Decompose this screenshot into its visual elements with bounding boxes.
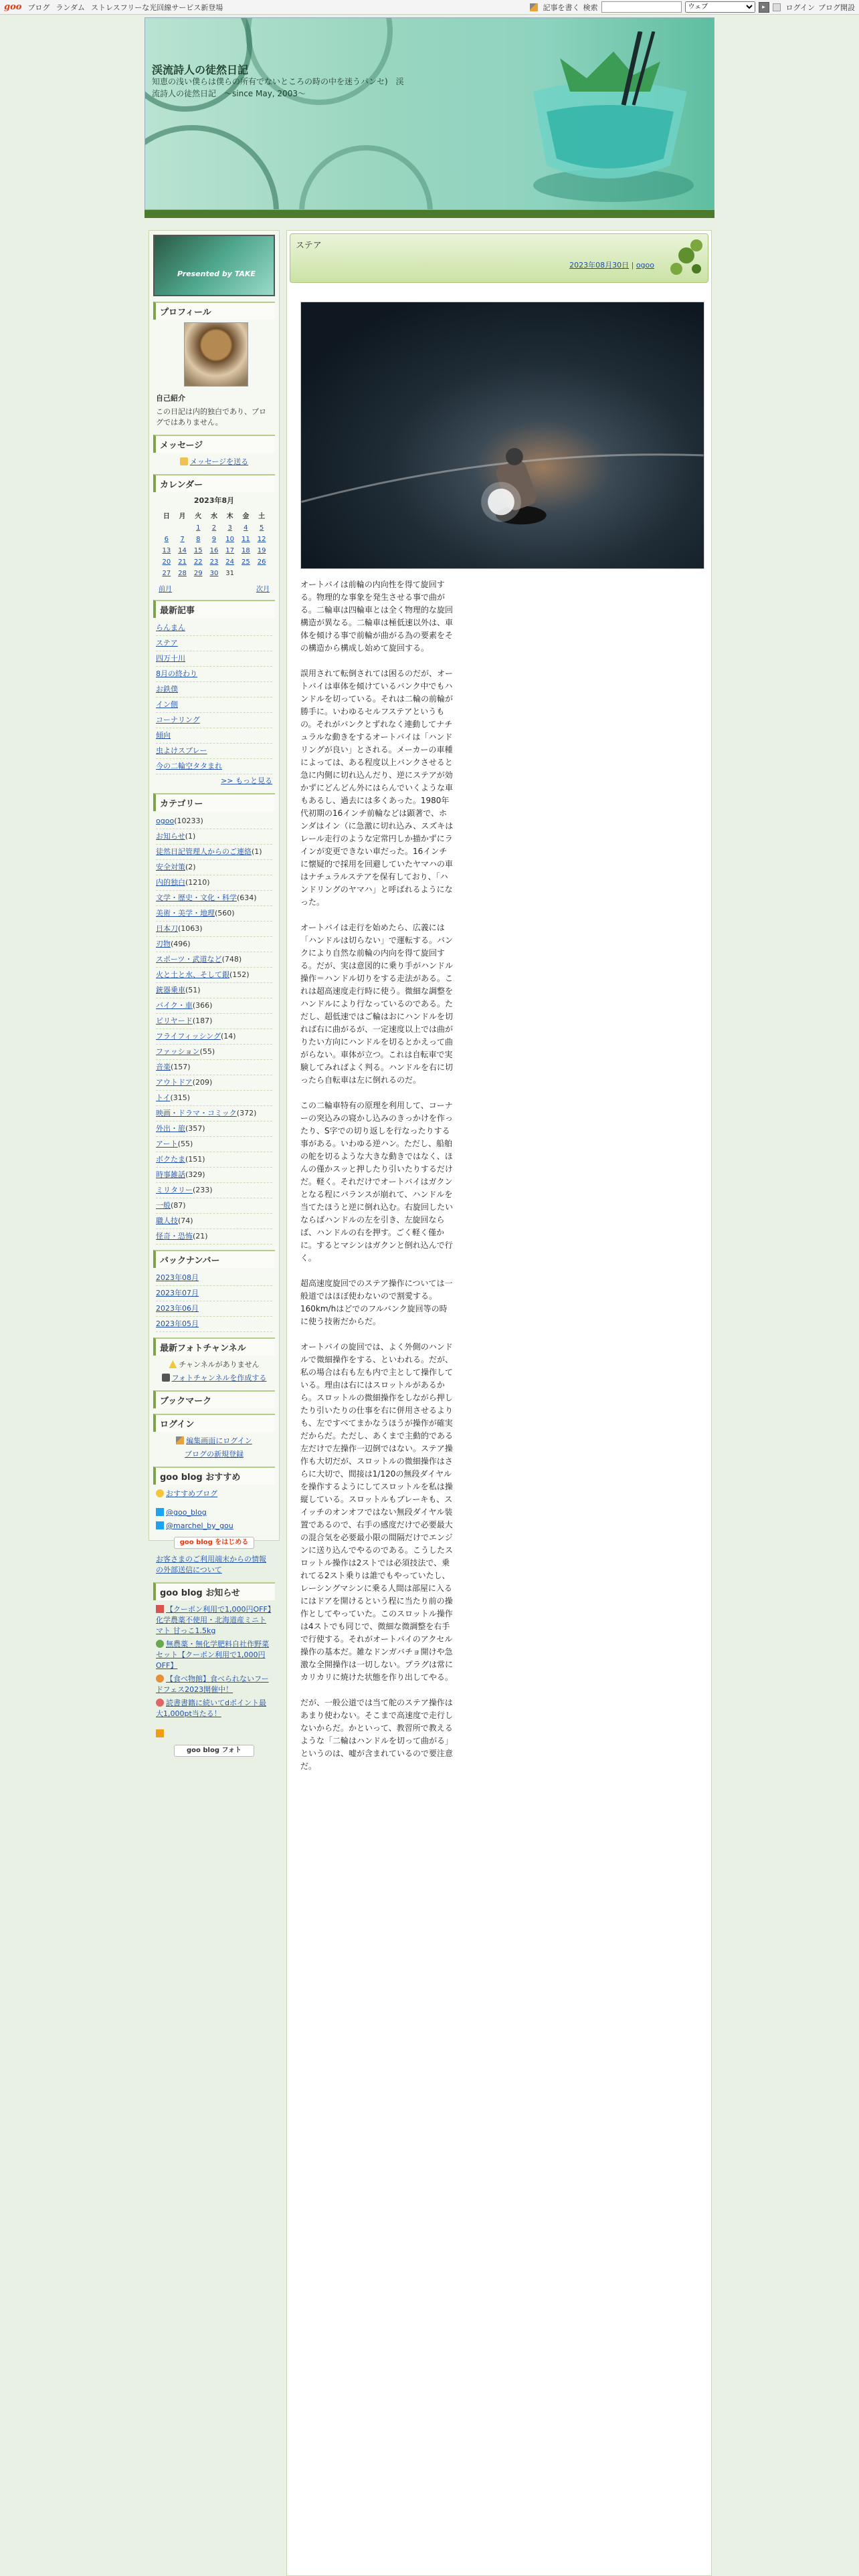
category-count: (329): [185, 1170, 205, 1179]
list-item: [156, 1317, 272, 1332]
main-content: [286, 230, 712, 2576]
weekday-mon: 月: [179, 513, 186, 520]
category-link[interactable]: ミリタリー: [156, 1186, 193, 1194]
entry-title: ステア: [296, 241, 322, 251]
login-icon: [773, 3, 781, 11]
list-item: [156, 983, 272, 998]
category-link[interactable]: アウトドア: [156, 1078, 193, 1087]
list-item: [156, 937, 272, 952]
category-link[interactable]: 内的独白: [156, 878, 185, 887]
cal-day[interactable]: 19: [257, 547, 266, 554]
warning-icon: [169, 1360, 177, 1368]
weekday-wed: 水: [210, 513, 217, 520]
category-link[interactable]: ボクたま: [156, 1155, 185, 1164]
list-item: [156, 845, 272, 860]
calendar-month: 2023年8月: [193, 496, 235, 505]
pencil-icon: [530, 3, 538, 11]
category-link[interactable]: フライフィッシング: [156, 1032, 221, 1041]
cal-day[interactable]: 24: [225, 558, 235, 566]
category-count: (209): [192, 1078, 213, 1087]
notice-link[interactable]: 読書書籍に続いてdポイント最大1,000pt当たる！: [156, 1699, 266, 1718]
recent-link[interactable]: イン側: [156, 700, 178, 709]
lace-ornament-bottom: [145, 125, 279, 210]
recent-more-link[interactable]: >> もっと見る: [221, 776, 272, 785]
entry-photo-motorcycle[interactable]: [300, 302, 704, 569]
list-item: [156, 906, 272, 922]
category-link[interactable]: アート: [156, 1140, 178, 1148]
cal-day: [254, 568, 270, 579]
category-count: (55): [177, 1140, 193, 1148]
list-item: [156, 697, 272, 713]
category-count: (560): [215, 909, 235, 918]
cal-day[interactable]: 28: [178, 570, 187, 577]
list-item: [156, 744, 272, 759]
cal-day[interactable]: 11: [242, 536, 250, 543]
list-item: [156, 1137, 272, 1152]
category-link[interactable]: 火と土と水、そして銀: [156, 970, 229, 979]
category-link[interactable]: ビリヤード: [156, 1016, 193, 1025]
list-item: [156, 1075, 272, 1091]
cal-day: [159, 522, 175, 534]
category-count: (1210): [185, 878, 210, 887]
cal-day[interactable]: 6: [164, 536, 169, 543]
cal-day[interactable]: 2: [211, 524, 217, 532]
list-item: [156, 1121, 272, 1137]
weekday-sat: 土: [258, 513, 266, 520]
list-item: [156, 636, 272, 651]
list-item: [156, 1106, 272, 1121]
list-item: [156, 759, 272, 774]
cal-day[interactable]: 5: [259, 524, 264, 532]
recent-heading: 最新記事: [153, 600, 275, 618]
recommend-blog-link[interactable]: おすすめブログ: [166, 1489, 218, 1498]
cal-day[interactable]: 18: [242, 547, 250, 554]
category-count: (634): [237, 893, 257, 902]
cal-day[interactable]: 20: [162, 558, 171, 566]
profile-heading: プロフィール: [153, 302, 275, 320]
entry-paragraph: 誤用されて転倒されては困るのだが、オートバイは車体を傾けているバンク中でもハンドルを切っている。それは二輪の前輪が勝手に。いわゆるセルフステアというもの。それがバンクとずれなく連動してナチュラルな動きをするオートバイは「ハンドリングが良い」とされる。メーカーの車種によっては、ある程度以上バンクさせると急に内側に切れ込んだり、逆にステアが効かずにどんどん外にはらんでいくような車もあるし、過去には多くあった。1980年代初期の16インチ前輪などは顕著で、ホンダはイン（に急激に切れ込み、スズキはレール走行のような定常円しか描かずにラインが変更できない車だった。16インチに懐疑的で採用を回避していたヤマハの車はナチュラルステアを保有しており、「ハンドリングのヤマハ」と呼ばれるようになった。: [300, 669, 454, 907]
category-link[interactable]: バイク・車: [156, 1001, 193, 1010]
cal-day[interactable]: 12: [257, 536, 266, 543]
category-link[interactable]: 一般: [156, 1201, 171, 1210]
recent-link[interactable]: 虫よけスプレー: [156, 746, 207, 755]
bulb-icon: [156, 1489, 164, 1497]
cal-day[interactable]: 8: [196, 536, 201, 543]
category-link[interactable]: 文学・歴史・文化・科学: [156, 893, 237, 902]
list-item: [156, 667, 272, 682]
note-icon: [156, 1699, 164, 1707]
category-count: (357): [185, 1124, 205, 1133]
category-link[interactable]: 映画・ドラマ・コミック: [156, 1109, 237, 1117]
blog-description: 知恵の浅い僕らは僕らの所有でないところの時の中を迷うパンセ) 渓流詩人の徒然日記 〜since May, 2003〜: [152, 77, 404, 98]
external-send-info-link[interactable]: お客さまのご利用端末からの情報の外部送信について: [156, 1555, 266, 1574]
backnumber-link[interactable]: 2023年05月: [156, 1319, 199, 1328]
cal-day[interactable]: 29: [193, 570, 203, 577]
backnumber-link[interactable]: 2023年06月: [156, 1304, 199, 1313]
entry-paragraph: オートバイは前輪の内向性を得て旋回する。物理的な事象を発生させる事で曲がる。二輪車は四輪車とは全く物理的な旋回構造が異なる。二輪車は極低速以外は、車体を傾ける事で前輪が曲がる為の要素をその構造から構成し始めて旋回する。: [300, 580, 454, 653]
category-count: (315): [170, 1093, 191, 1102]
lace-ornament-bottom2: [299, 145, 433, 210]
gift-icon: [156, 1605, 164, 1613]
calendar-table: [159, 508, 270, 579]
weekday-fri: 金: [242, 513, 250, 520]
cal-day[interactable]: 22: [193, 558, 203, 566]
category-count: (2): [185, 863, 196, 871]
cal-day[interactable]: 3: [227, 524, 232, 532]
list-item: [156, 1060, 272, 1075]
list-item: [156, 860, 272, 875]
category-count: (51): [185, 986, 201, 994]
list-item: [156, 728, 272, 744]
topbar-right: [530, 1, 855, 13]
cocktail-glass-image: [506, 31, 707, 205]
category-link[interactable]: 職人技: [156, 1216, 178, 1225]
category-count: (366): [192, 1001, 213, 1010]
category-link[interactable]: 日本刀: [156, 924, 178, 933]
category-count: (21): [193, 1232, 208, 1241]
cal-day[interactable]: 25: [242, 558, 250, 566]
category-link[interactable]: 安全対策: [156, 863, 185, 871]
entry-paragraph: 超高速度旋回でのステア操作については一般道ではほぼ使わないので割愛する。160km/hはどでのフルバンク旋回等の時に使う技術だからだ。: [300, 1279, 453, 1326]
list-item: [156, 1271, 272, 1286]
bookmark-heading: ブックマーク: [153, 1390, 275, 1408]
cal-day[interactable]: 17: [225, 547, 235, 554]
food-icon: [156, 1675, 164, 1683]
recent-link[interactable]: 今の二輪空タタまれ: [156, 762, 222, 770]
calendar-heading: カレンダー: [153, 474, 275, 492]
entry-date-link[interactable]: 2023年08月30日: [569, 261, 630, 270]
list-item: [156, 1229, 272, 1245]
backnumber-list: [149, 1271, 279, 1332]
backnumber-heading: バックナンバー: [153, 1250, 275, 1268]
category-link[interactable]: ogoo: [156, 817, 175, 825]
list-item: [156, 1183, 272, 1198]
search-input[interactable]: [601, 1, 682, 13]
cal-day[interactable]: 30: [209, 570, 219, 577]
camera-icon: [162, 1374, 170, 1382]
profile-intro-text: この日記は内的独白であり、ブログではありません。: [156, 407, 266, 427]
leaf-ornament-icon: [660, 235, 706, 282]
recent-link[interactable]: 傾向: [156, 731, 171, 740]
cal-day[interactable]: 10: [225, 536, 235, 543]
list-item: [156, 621, 272, 636]
list-item: [156, 814, 272, 829]
entry-meta: [569, 259, 654, 270]
recent-link[interactable]: お鉄僕: [156, 685, 178, 693]
cal-day[interactable]: 4: [244, 524, 248, 532]
category-count: (151): [185, 1155, 205, 1164]
list-item: [156, 952, 272, 968]
blog-title[interactable]: 渓流詩人の徒然日記: [152, 64, 249, 76]
list-item: [156, 1198, 272, 1214]
category-count: (1): [185, 832, 196, 841]
calendar-next-link[interactable]: 次月: [256, 586, 270, 593]
list-item: [156, 998, 272, 1014]
notice-heading: goo blog お知らせ: [153, 1582, 275, 1600]
category-count: (496): [171, 940, 191, 948]
recent-list: [149, 621, 279, 774]
list-item: [156, 891, 272, 906]
list-item: [156, 1014, 272, 1029]
list-item: [156, 1168, 272, 1183]
category-link[interactable]: 外出・旅: [156, 1124, 185, 1133]
open-blog-link[interactable]: ブログ開設: [818, 3, 855, 12]
category-count: (55): [199, 1047, 215, 1056]
entry-paragraph: だが、一般公道では当て舵のステア操作はあまり使わない。そこまで高速度で走行しないからだ。かといって、教習所で教えるような「二輪はハンドルを切って曲がる」というのは、嘘が含まれているので要注意だ。: [300, 1698, 454, 1771]
entry-paragraph: オートバイの旋回では、よく外側のハンドルで微細操作をする、といわれる。だが、私の場合は右も左も内で主として操作している。理由は右にはスロットルがあるから。スロットルの微細操作をしながら押したり引いたりの仕事を右に併用させるよりも、左ですべてまかなうほうが操作が確実だからだ。ただし、あくまで主動的である左だけで左操作一辺倒ではない。ステア操作も大切だが、スロットルの微細操作はさらに大切で、間接は1/120の無段ダイヤルを操作するようにしてスロットルを私は操縦している。スロットルもブレーキも、スイッチのオンオフではない無段ダイヤル装置であるので、右手の感度だけで必要最大の混合気を必要最小限の間隔だけでエンジンに送り込んでやるのである。こうしたスロットル操作は2ストでは必須技法で、乗れてる2スト乗りは誰でもやっていたし、レーシングマシンに乗る人間は部屋に入るにはドアを開けるという程に当たり前の操作としてやっていた。このスロットル操作は4ストでも同じで、微細な微調整を右手で行使する。それがオートバイのアクセル操作の基本だ。雑なドンガバチョ開けや急激な全開操作は一切しない。プラグは常にカリカリに焼けた状態を作り出してやる。: [300, 1342, 454, 1682]
recent-link[interactable]: 四万十川: [156, 654, 185, 663]
recent-link[interactable]: ステア: [156, 639, 178, 647]
cal-day[interactable]: 1: [196, 524, 201, 532]
list-item: [156, 713, 272, 728]
category-link[interactable]: 徒然日記管理人からのご連絡: [156, 847, 252, 856]
entry-category-link[interactable]: ogoo: [636, 261, 654, 270]
search-label: 検索: [583, 3, 598, 12]
create-photo-channel-link[interactable]: フォトチャンネルを作成する: [171, 1374, 267, 1382]
category-link[interactable]: トイ: [156, 1093, 171, 1102]
profile-intro-label: 自己紹介: [156, 394, 185, 403]
category-count: (14): [220, 1032, 236, 1041]
category-count: (157): [171, 1063, 191, 1071]
category-link[interactable]: 怪奇・恐怖: [156, 1232, 193, 1241]
list-item: [156, 1029, 272, 1045]
no-channel-text: チャンネルがありません: [179, 1360, 260, 1369]
notice-link[interactable]: 【食べ物館】食べられないフードフェス2023開催中！: [156, 1675, 269, 1694]
recent-link[interactable]: らんまん: [156, 623, 185, 632]
notice-link[interactable]: 無農薬・無化学肥料自社作野菜セット【クーポン利用で1,000円OFF】: [156, 1640, 269, 1670]
category-link[interactable]: ファッション: [156, 1047, 200, 1056]
category-link[interactable]: 時事雑話: [156, 1170, 185, 1179]
cal-day[interactable]: 9: [211, 536, 217, 543]
cal-day[interactable]: 26: [257, 558, 266, 566]
category-count: (233): [193, 1186, 213, 1194]
list-item: [156, 1301, 272, 1317]
mail-icon: [180, 457, 188, 465]
list-item: [156, 651, 272, 667]
category-link[interactable]: スポーツ・武道など: [156, 955, 222, 964]
banner-text: Presented by TAKE: [177, 270, 256, 278]
backnumber-link[interactable]: 2023年08月: [156, 1273, 199, 1282]
cal-day[interactable]: 14: [178, 547, 187, 554]
category-count: (1): [252, 847, 262, 856]
recent-link[interactable]: 8月の終わり: [156, 669, 197, 678]
cal-day[interactable]: 27: [162, 570, 171, 577]
list-item: [156, 829, 272, 845]
login-heading: ログイン: [153, 1414, 275, 1432]
list-item: [156, 1286, 272, 1301]
topbar-link-random[interactable]: ランダム: [56, 3, 85, 12]
category-link[interactable]: 刃物: [156, 940, 171, 948]
notice-link[interactable]: 【クーポン利用で1,000円OFF】化学農薬不使用・北海道産ミニトマト 甘っこ1.5kg: [156, 1605, 272, 1635]
list-item: [156, 968, 272, 983]
cal-day[interactable]: 13: [162, 547, 171, 554]
edit-login-link[interactable]: 編集画面にログイン: [186, 1436, 252, 1445]
category-count: (1063): [178, 924, 203, 933]
category-list: [149, 814, 279, 1245]
twitter-icon: [156, 1508, 164, 1516]
category-count: (748): [221, 955, 242, 964]
category-count: (74): [178, 1216, 193, 1225]
twitter-link-2[interactable]: @marchel_by_gou: [166, 1521, 233, 1530]
list-item: [156, 875, 272, 891]
calendar-nav: [149, 582, 279, 595]
goo-logo[interactable]: goo: [4, 2, 22, 12]
search-scope-select[interactable]: [685, 1, 755, 13]
entry-meta-separator: |: [629, 261, 636, 270]
cal-day: [238, 568, 254, 579]
category-link[interactable]: 音楽: [156, 1063, 171, 1071]
cal-day: [175, 522, 191, 534]
entry-paragraph: オートバイは走行を始めたら、広義には「ハンドルは切らない」で運転する。バンクにより自然な前輪の内向を得て旋回する。だが、実は意図的に乗り手がハンドル操作＝ハンドル切りをする走法がある。これは超高速度走行時に使う。微細な調整をハンドルにより行なっているのである。ただし、超低速ではご輪はおにハンドルを切れば右に曲がるが、一定速度以上では曲がりたい方向にハンドルを切るとかえって曲がらない。車体が立つ。これは自転車で実験してみればよく判る。ハンドルを右に切ったら自転車は左に倒れるのだ。: [300, 923, 454, 1085]
goo-blog-photo-button[interactable]: goo blog フォト: [174, 1745, 254, 1757]
pencil-icon: [176, 1436, 184, 1444]
photo-channel-heading: 最新フォトチャンネル: [153, 1337, 275, 1356]
sidebar-banner[interactable]: [153, 235, 275, 296]
twitter-icon: [156, 1521, 164, 1529]
category-link[interactable]: 美術・美学・地理: [156, 909, 215, 918]
entry-header: [290, 233, 708, 283]
new-blog-link[interactable]: ブログの新規登録: [185, 1450, 244, 1459]
cal-day[interactable]: 7: [180, 536, 185, 543]
leaf-icon: [156, 1640, 164, 1648]
cal-day[interactable]: 16: [209, 547, 219, 554]
cal-day[interactable]: 21: [178, 558, 187, 566]
calendar-prev-link[interactable]: 前月: [159, 586, 172, 593]
twitter-link-1[interactable]: @goo_blog: [166, 1508, 207, 1517]
entry-body: [300, 578, 454, 1786]
recent-link[interactable]: コーナリング: [156, 716, 200, 724]
search-button[interactable]: ▸: [759, 2, 769, 13]
avatar[interactable]: [184, 322, 248, 387]
login-link[interactable]: ログイン: [785, 3, 815, 12]
list-item: [156, 1152, 272, 1168]
message-heading: メッセージ: [153, 435, 275, 453]
header-bottom-bar: [145, 210, 714, 218]
blog-header: [145, 17, 714, 210]
weekday-thu: 木: [226, 513, 233, 520]
cal-day: 31: [225, 570, 235, 577]
category-link[interactable]: お知らせ: [156, 832, 185, 841]
list-item: [156, 1091, 272, 1106]
category-count: (152): [229, 970, 250, 979]
rss-icon[interactable]: [156, 1729, 164, 1737]
topbar-link-blog[interactable]: ブログ: [27, 3, 50, 12]
page-wrapper: [145, 17, 714, 2576]
list-item: [156, 1045, 272, 1060]
weekday-sun: 日: [163, 513, 170, 520]
category-link[interactable]: 銃器乗車: [156, 986, 185, 994]
category-count: (187): [192, 1016, 213, 1025]
send-message-link[interactable]: メッセージを送る: [189, 457, 249, 466]
list-item: [156, 1214, 272, 1229]
recommend-heading: goo blog おすすめ: [153, 1467, 275, 1485]
top-toolbar: [0, 0, 859, 15]
list-item: [156, 922, 272, 937]
sidebar: [149, 230, 280, 1754]
category-heading: カテゴリー: [153, 793, 275, 811]
category-count: (87): [171, 1201, 186, 1210]
backnumber-link[interactable]: 2023年07月: [156, 1289, 199, 1297]
entry-paragraph: この二輪車特有の原理を利用して、コーナーの突込みの寝かし込みのきっかけを作ったり、S字での切り返しを行なったりする事がある。いわゆる逆ハン。ただし、船舶の舵を切るような大きな動きではなく、ほんの僅かスッと押したり引いたりするだけだ。軽く。それだけでオートバイはガクンとなる程にバランスが崩れて、ハンドルを当てたほうと逆に倒れ込む。右旋回したいならばハンドルの左を引き、左旋回ならば、ハンドルの右を押す。ごく軽く僅かに。するとマシンはガクンと倒れ込んで行く。: [300, 1101, 454, 1263]
list-item: [156, 682, 272, 697]
category-count: (10233): [174, 817, 203, 825]
weekday-tue: 火: [195, 513, 202, 520]
cal-day[interactable]: 23: [209, 558, 219, 566]
cal-day[interactable]: 15: [193, 547, 203, 554]
topbar-link-promo[interactable]: ストレスフリーな光回線サービス新登場: [91, 3, 223, 12]
category-count: (372): [236, 1109, 257, 1117]
start-blog-button[interactable]: goo blog をはじめる: [174, 1537, 254, 1549]
write-article-link[interactable]: 記事を書く: [543, 3, 580, 12]
